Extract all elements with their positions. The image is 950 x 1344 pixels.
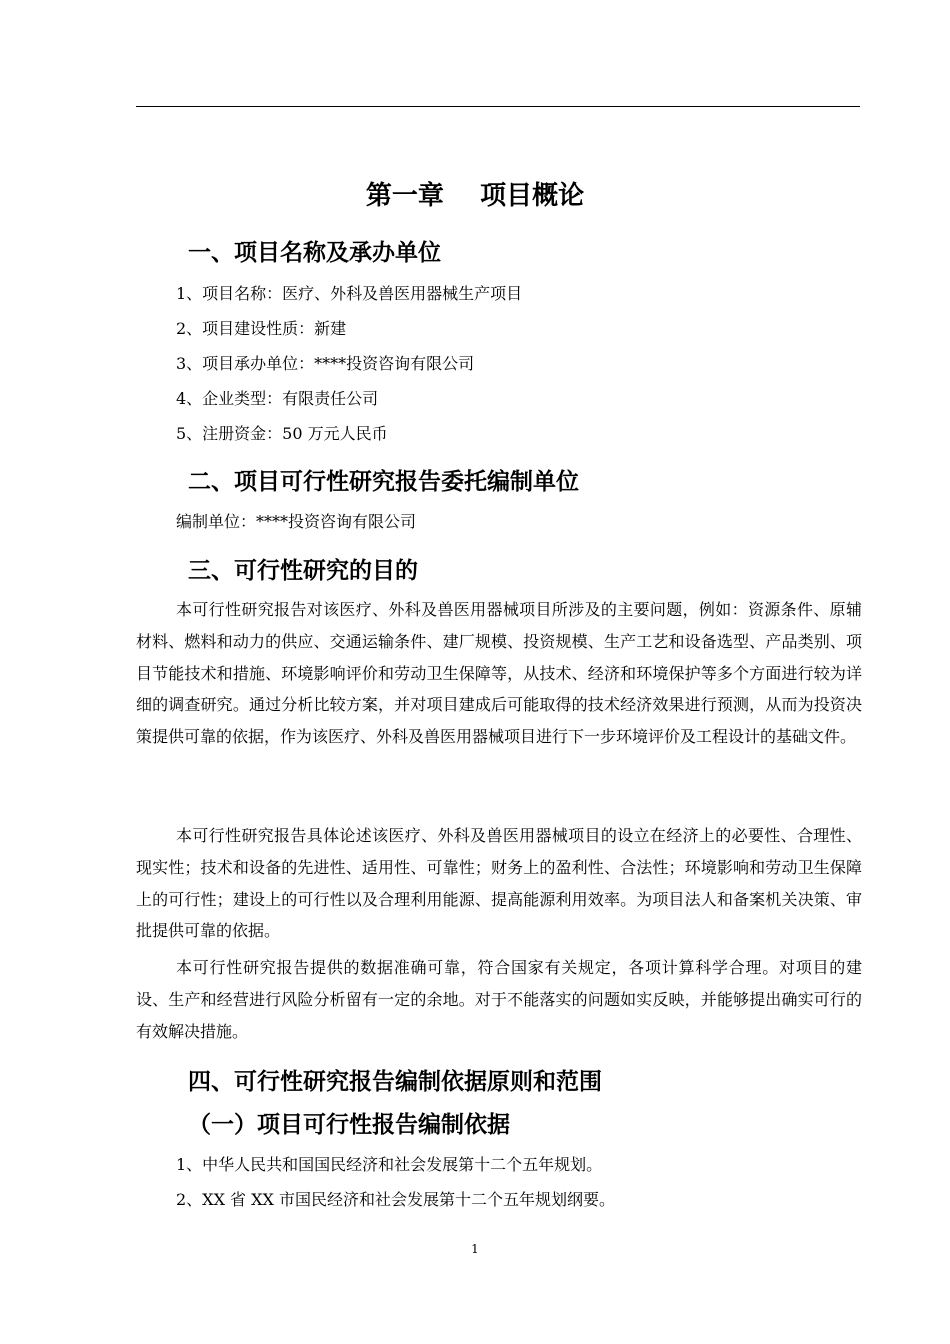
section1-item: 3、项目承办单位：****投资咨询有限公司 [176, 354, 475, 373]
section4-heading: 四、可行性研究报告编制依据原则和范围 [188, 1069, 602, 1095]
section1-item: 2、项目建设性质：新建 [176, 319, 347, 338]
section1-item: 1、项目名称：医疗、外科及兽医用器械生产项目 [176, 284, 523, 303]
section1-heading: 一、项目名称及承办单位 [188, 240, 441, 266]
page-number: 1 [471, 1242, 479, 1256]
section4-item: 2、XX 省 XX 市国民经济和社会发展第十二个五年规划纲要。 [176, 1190, 616, 1209]
header-rule [136, 106, 860, 107]
section1-item: 4、企业类型：有限责任公司 [176, 389, 379, 408]
section2-heading: 二、项目可行性研究报告委托编制单位 [188, 469, 579, 495]
section4-subheading: （一）项目可行性报告编制依据 [188, 1112, 510, 1138]
section4-item: 1、中华人民共和国国民经济和社会发展第十二个五年规划。 [176, 1155, 603, 1174]
section1-item: 5、注册资金：50 万元人民币 [176, 424, 388, 443]
chapter-title: 第一章 项目概论 [365, 181, 585, 211]
section3-paragraph: 本可行性研究报告对该医疗、外科及兽医用器械项目所涉及的主要问题，例如：资源条件、原辅材料、燃料和动力的供应、交通运输条件、建厂规模、投资规模、生产工艺和设备选型、产品类别、项目节能技术和措施、环境影响评价和劳动卫生保障等，从技术、经济和环境保护等多个方面进行较为详细的调查研究。通过分析比较方案，并对项目建成后可能取得的技术经济效果进行预测，从而为投资决策提供可靠的依据，作为该医疗、外科及兽医用器械项目进行下一步环境评价及工程设计的基础文件。 [136, 600, 862, 747]
section3-paragraph: 本可行性研究报告提供的数据准确可靠，符合国家有关规定，各项计算科学合理。对项目的建设、生产和经营进行风险分析留有一定的余地。对于不能落实的问题如实反映，并能够提出确实可行的有效解决措施。 [136, 958, 862, 1041]
section3-heading: 三、可行性研究的目的 [188, 558, 418, 584]
section3-paragraph: 本可行性研究报告具体论述该医疗、外科及兽医用器械项目的设立在经济上的必要性、合理性、现实性；技术和设备的先进性、适用性、可靠性；财务上的盈利性、合法性；环境影响和劳动卫生保障上的可行性；建设上的可行性以及合理利用能源、提高能源利用效率。为项目法人和备案机关决策、审批提供可靠的依据。 [136, 826, 862, 941]
section2-text: 编制单位：****投资咨询有限公司 [176, 512, 417, 531]
